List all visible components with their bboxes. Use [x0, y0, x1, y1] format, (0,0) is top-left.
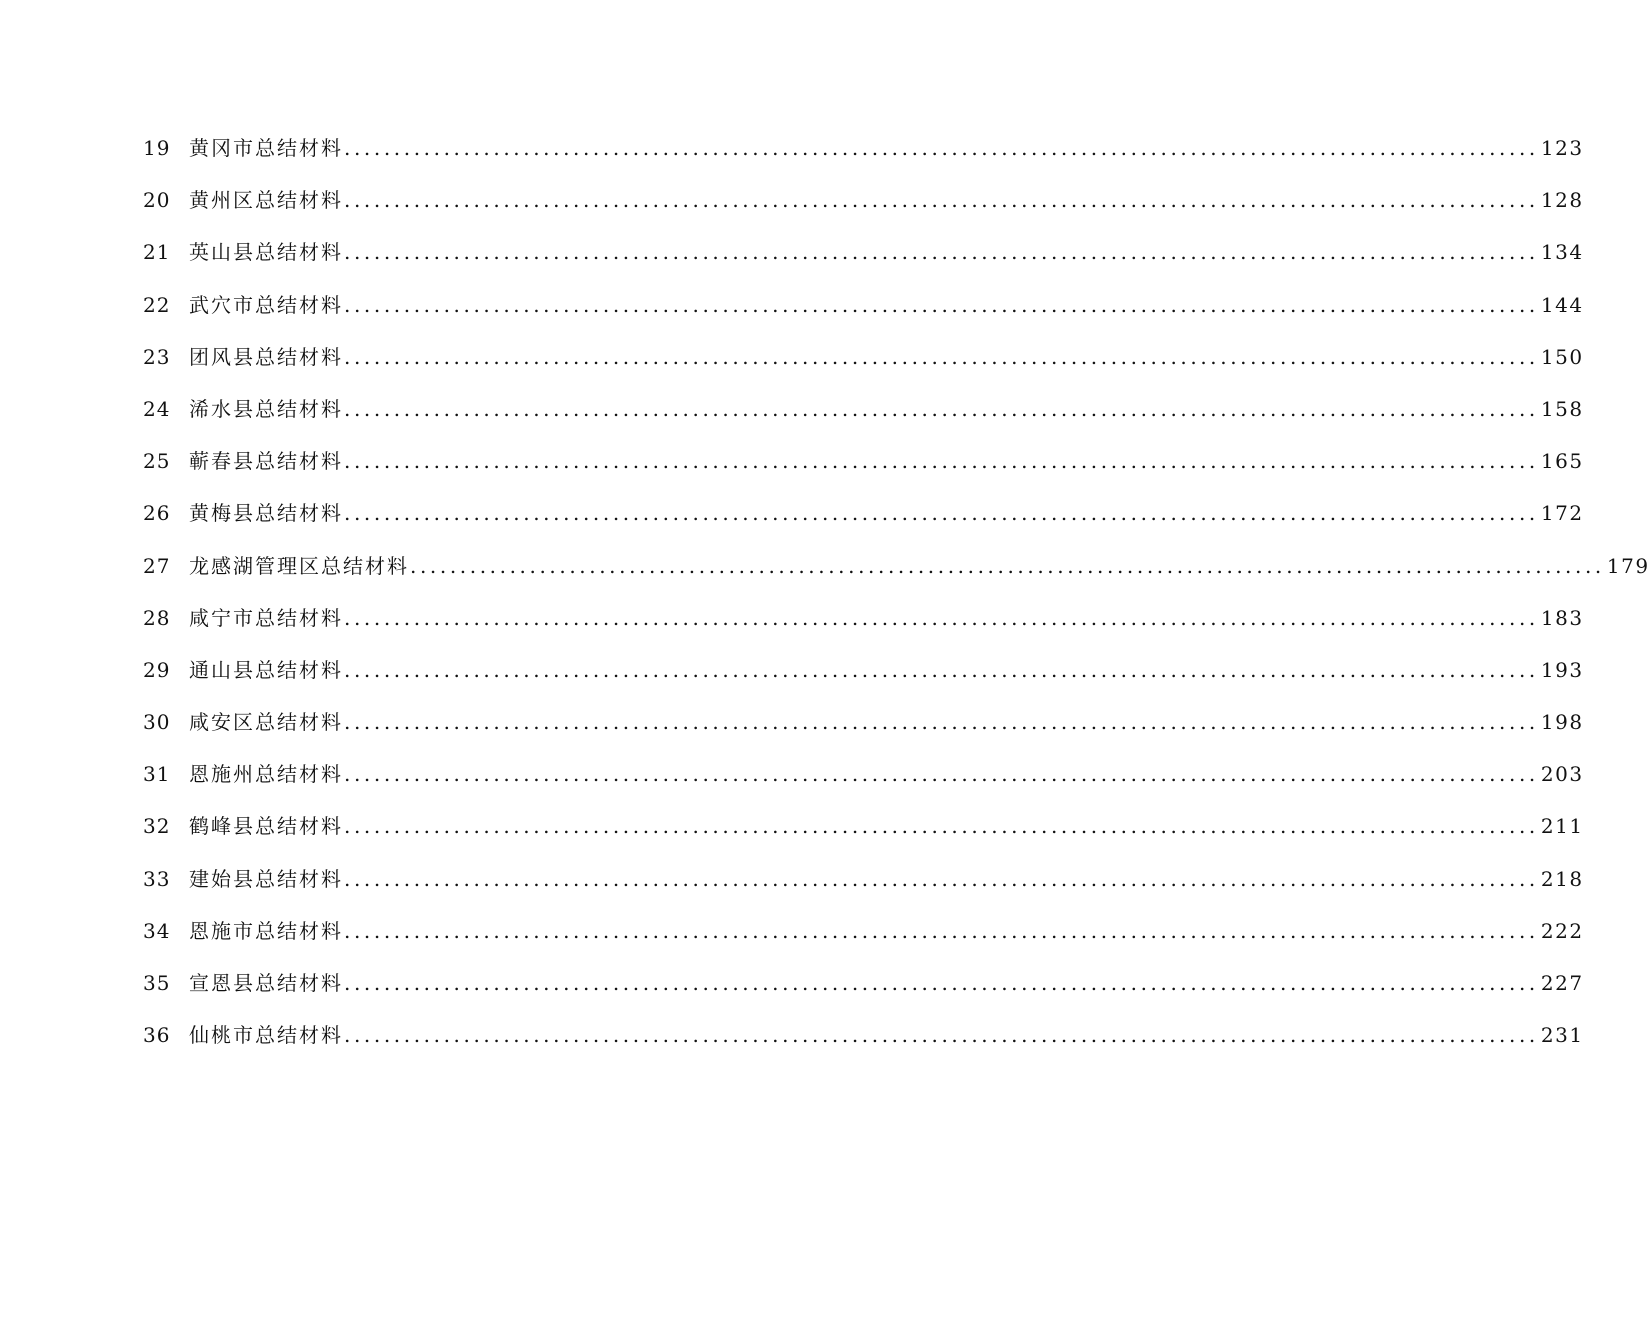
toc-entry-page: 128: [1540, 188, 1584, 213]
toc-entry-title: 建始县总结材料: [189, 866, 343, 891]
toc-leader-dots: ........................................................................................................................: [344, 188, 1539, 213]
toc-entry-title: 通山县总结材料: [189, 657, 343, 682]
toc-entry-page: 203: [1540, 762, 1584, 787]
toc-entry-number: 30: [143, 710, 171, 735]
toc-entry[interactable]: [143, 341, 1584, 393]
toc-entry-page: 165: [1540, 449, 1584, 474]
toc-leader-dots: ........................................................................................................................: [344, 240, 1539, 265]
toc-entry-page: 198: [1540, 710, 1584, 735]
toc-entry[interactable]: [143, 184, 1584, 236]
toc-leader-dots: ........................................................................................................................: [344, 1023, 1539, 1048]
toc-entry-number: 19: [143, 136, 171, 160]
toc-entry-number: 23: [143, 344, 171, 369]
toc-entry-page: 123: [1540, 136, 1584, 160]
toc-entry-number: 21: [143, 240, 171, 265]
toc-entry-page: 158: [1540, 396, 1584, 421]
toc-entry-number: 26: [143, 501, 171, 526]
toc-entry[interactable]: [143, 654, 1584, 706]
toc-leader-dots: ........................................................................................................................: [344, 344, 1539, 369]
toc-entry-title: 黄州区总结材料: [189, 188, 343, 213]
toc-entry[interactable]: [143, 445, 1584, 497]
toc-entry-title: 龙感湖管理区总结材料: [189, 553, 409, 578]
toc-entry-number: 36: [143, 1023, 171, 1048]
toc-entry-title: 宣恩县总结材料: [189, 971, 343, 995]
toc-entry-title: 黄冈市总结材料: [189, 136, 343, 160]
toc-entry-number: 27: [143, 553, 171, 578]
toc-entry[interactable]: [143, 393, 1584, 445]
table-of-contents: [143, 132, 1650, 1071]
toc-entry[interactable]: [143, 289, 1584, 341]
toc-entry-title: 恩施市总结材料: [189, 918, 343, 943]
toc-entry[interactable]: [143, 967, 1584, 1019]
toc-entry[interactable]: [143, 550, 1650, 602]
toc-leader-dots: ........................................................................................................................: [344, 657, 1539, 682]
toc-entry-number: 20: [143, 188, 171, 213]
toc-leader-dots: ........................................................................................................................: [344, 136, 1539, 160]
toc-entry-title: 浠水县总结材料: [189, 396, 343, 421]
toc-entry-page: 222: [1540, 918, 1584, 943]
toc-entry-title: 咸安区总结材料: [189, 710, 343, 735]
toc-entry-number: 22: [143, 292, 171, 317]
toc-entry-number: 34: [143, 918, 171, 943]
toc-leader-dots: ........................................................................................................................: [344, 971, 1539, 995]
toc-entry-number: 25: [143, 449, 171, 474]
toc-entry[interactable]: [143, 915, 1584, 967]
toc-leader-dots: ........................................................................................................................: [344, 918, 1539, 943]
toc-entry-page: 172: [1540, 501, 1584, 526]
toc-entry-page: 211: [1540, 814, 1584, 839]
toc-entry-number: 33: [143, 866, 171, 891]
toc-entry-page: 144: [1540, 292, 1584, 317]
toc-entry[interactable]: [143, 1019, 1584, 1071]
toc-entry-title: 黄梅县总结材料: [189, 501, 343, 526]
toc-leader-dots: ........................................................................................................................: [344, 710, 1539, 735]
toc-leader-dots: ........................................................................................................................: [344, 866, 1539, 891]
toc-leader-dots: ........................................................................................................................: [410, 553, 1605, 578]
toc-entry-title: 英山县总结材料: [189, 240, 343, 265]
toc-entry-number: 24: [143, 396, 171, 421]
toc-entry-page: 227: [1540, 971, 1584, 995]
toc-entry-number: 32: [143, 814, 171, 839]
toc-entry[interactable]: [143, 810, 1584, 862]
toc-entry-title: 仙桃市总结材料: [189, 1023, 343, 1048]
toc-entry-number: 29: [143, 657, 171, 682]
toc-entry-number: 35: [143, 971, 171, 995]
toc-leader-dots: ........................................................................................................................: [344, 396, 1539, 421]
toc-leader-dots: ........................................................................................................................: [344, 449, 1539, 474]
toc-leader-dots: ........................................................................................................................: [344, 762, 1539, 787]
toc-entry-title: 蕲春县总结材料: [189, 449, 343, 474]
toc-entry-page: 150: [1540, 344, 1584, 369]
toc-entry[interactable]: [143, 863, 1584, 915]
toc-entry[interactable]: [143, 132, 1584, 184]
toc-entry[interactable]: [143, 236, 1584, 288]
toc-entry-page: 134: [1540, 240, 1584, 265]
toc-entry[interactable]: [143, 497, 1584, 549]
toc-entry-page: 218: [1540, 866, 1584, 891]
toc-leader-dots: ........................................................................................................................: [344, 501, 1539, 526]
toc-entry-number: 31: [143, 762, 171, 787]
toc-leader-dots: ........................................................................................................................: [344, 292, 1539, 317]
toc-entry-title: 恩施州总结材料: [189, 762, 343, 787]
toc-entry-title: 咸宁市总结材料: [189, 605, 343, 630]
toc-entry-number: 28: [143, 605, 171, 630]
toc-entry-page: 231: [1540, 1023, 1584, 1048]
toc-entry[interactable]: [143, 758, 1584, 810]
toc-entry-title: 鹤峰县总结材料: [189, 814, 343, 839]
toc-entry-page: 193: [1540, 657, 1584, 682]
toc-entry[interactable]: [143, 602, 1584, 654]
toc-entry-title: 团风县总结材料: [189, 344, 343, 369]
toc-entry-page: 183: [1540, 605, 1584, 630]
toc-entry[interactable]: [143, 706, 1584, 758]
toc-entry-page: 179: [1606, 553, 1650, 578]
toc-leader-dots: ........................................................................................................................: [344, 814, 1539, 839]
toc-leader-dots: ........................................................................................................................: [344, 605, 1539, 630]
toc-entry-title: 武穴市总结材料: [189, 292, 343, 317]
